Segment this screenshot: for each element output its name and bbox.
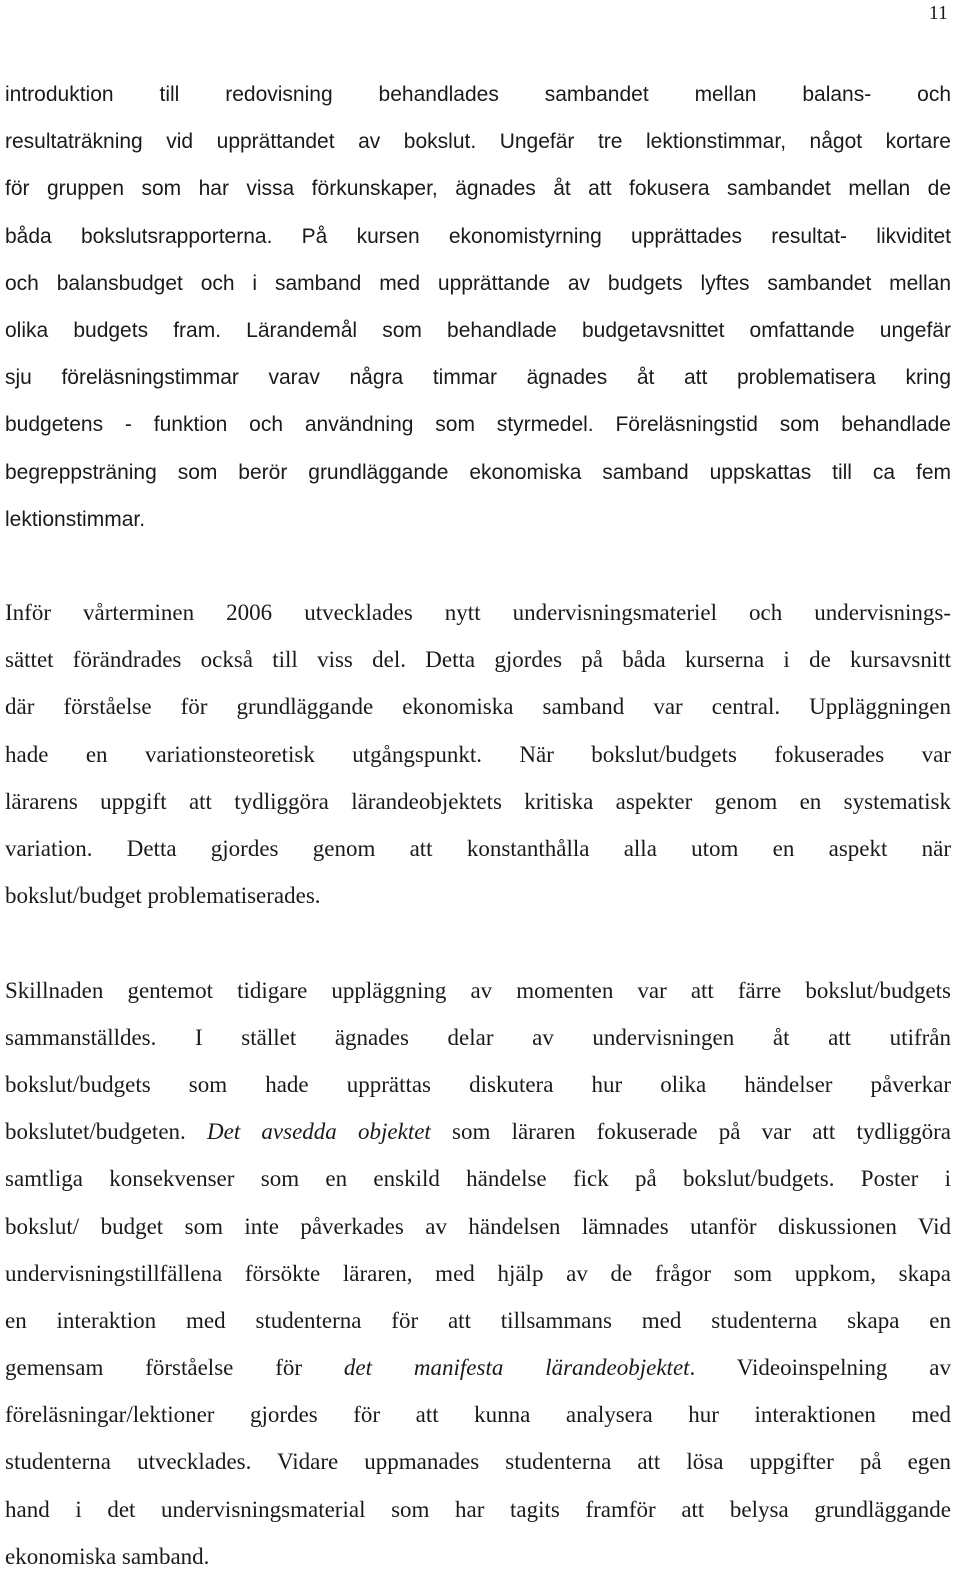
text-line xyxy=(5,1486,951,1533)
text-segment: och balansbudget och i samband med upprättande av budgets lyftes sambandet mellan xyxy=(5,271,951,295)
text-segment: bokslutet/budgeten. xyxy=(5,1119,207,1145)
text-line xyxy=(5,1155,951,1202)
text-line xyxy=(5,967,951,1014)
document-body xyxy=(5,70,951,1580)
paragraph xyxy=(5,589,951,919)
text-line xyxy=(5,1250,951,1297)
text-line xyxy=(5,1533,951,1580)
text-segment: begreppsträning som berör grundläggande ekonomiska samband uppskattas till ca fem xyxy=(5,460,951,484)
text-line xyxy=(5,1297,951,1344)
text-segment: hade en variationsteoretisk utgångspunkt. När bokslut/budgets fokuserades var xyxy=(5,741,951,767)
text-segment: studenterna utvecklades. Vidare uppmanades studenterna att lösa uppgifter på egen xyxy=(5,1449,951,1475)
text-segment: budgetens - funktion och användning som styrmedel. Föreläsningstid som behandlade xyxy=(5,413,951,437)
text-segment: sammanställdes. I stället ägnades delar av undervisningen åt att utifrån xyxy=(5,1024,951,1050)
text-segment: olika budgets fram. Lärandemål som behandlade budgetavsnittet omfattande ungefär xyxy=(5,318,951,342)
text-line xyxy=(5,306,951,353)
text-segment: resultaträkning vid upprättandet av bokslut. Ungefär tre lektionstimmar, något kortare xyxy=(5,130,951,154)
text-segment: samtliga konsekvenser som en enskild händelse fick på bokslut/budgets. Poster i xyxy=(5,1166,951,1192)
text-segment: bokslut/budget problematiserades. xyxy=(5,883,321,909)
text-segment: Inför vårterminen 2006 utvecklades nytt undervisningsmateriel och undervisnings- xyxy=(5,600,951,626)
text-line xyxy=(5,400,951,447)
text-segment: bokslut/budgets som hade upprättas diskutera hur olika händelser påverkar xyxy=(5,1071,951,1097)
text-segment: sju föreläsningstimmar varav några timmar ägnades åt att problematisera kring xyxy=(5,366,951,390)
text-segment: som läraren fokuserade på var att tydliggöra xyxy=(430,1119,951,1145)
text-segment: där förståelse för grundläggande ekonomiska samband var central. Uppläggningen xyxy=(5,694,951,720)
emphasis-text: Det avsedda objektet xyxy=(207,1119,431,1145)
text-segment: för gruppen som har vissa förkunskaper, ägnades åt att fokusera sambandet mellan de xyxy=(5,177,951,201)
text-segment: sättet förändrades också till viss del. Detta gjordes på båda kurserna i de kursavsnitt xyxy=(5,647,951,673)
text-line xyxy=(5,683,951,730)
text-line xyxy=(5,1344,951,1391)
text-segment: hand i det undervisningsmaterial som har tagits framför att belysa grundläggande xyxy=(5,1496,951,1522)
text-line xyxy=(5,353,951,400)
text-line xyxy=(5,212,951,259)
text-line xyxy=(5,1061,951,1108)
text-segment: båda bokslutsrapporterna. På kursen ekonomistyrning upprättades resultat- likviditet xyxy=(5,224,951,248)
text-line xyxy=(5,825,951,872)
text-line xyxy=(5,70,951,117)
paragraph xyxy=(5,967,951,1580)
text-line xyxy=(5,1203,951,1250)
text-line xyxy=(5,778,951,825)
text-segment: introduktion till redovisning behandlades sambandet mellan balans- och xyxy=(5,83,951,106)
text-segment: lektionstimmar. xyxy=(5,507,146,531)
text-segment: gemensam förståelse för xyxy=(5,1355,344,1381)
text-line xyxy=(5,1108,951,1155)
text-segment: föreläsningar/lektioner gjordes för att kunna analysera hur interaktionen med xyxy=(5,1402,951,1428)
text-segment: variation. Detta gjordes genom att konstanthålla alla utom en aspekt när xyxy=(5,836,951,861)
text-segment: Skillnaden gentemot tidigare uppläggning av momenten var att färre bokslut/budgets xyxy=(5,977,951,1003)
text-segment: ekonomiska samband. xyxy=(5,1543,210,1569)
text-line xyxy=(5,164,951,211)
text-line xyxy=(5,1014,951,1061)
text-line xyxy=(5,259,951,306)
emphasis-text: det manifesta lärandeobjektet xyxy=(343,1355,690,1381)
text-line xyxy=(5,117,951,164)
text-line xyxy=(5,589,951,636)
text-line xyxy=(5,1391,951,1438)
text-line xyxy=(5,872,951,919)
text-segment: en interaktion med studenterna för att tillsammans med studenterna skapa en xyxy=(5,1307,951,1333)
text-line xyxy=(5,731,951,778)
text-line xyxy=(5,495,951,542)
page-number: 11 xyxy=(928,2,948,24)
paragraph xyxy=(5,70,951,542)
text-segment: bokslut/ budget som inte påverkades av händelsen lämnades utanför diskussionen Vid xyxy=(5,1213,951,1239)
text-line xyxy=(5,636,951,683)
text-segment: lärarens uppgift att tydliggöra lärandeobjektets kritiska aspekter genom en systematisk xyxy=(5,788,951,814)
text-line xyxy=(5,448,951,495)
text-segment: undervisningstillfällena försökte läraren, med hjälp av de frågor som uppkom, skapa xyxy=(5,1260,951,1286)
text-segment: . Videoinspelning av xyxy=(689,1355,951,1381)
text-line xyxy=(5,1438,951,1485)
